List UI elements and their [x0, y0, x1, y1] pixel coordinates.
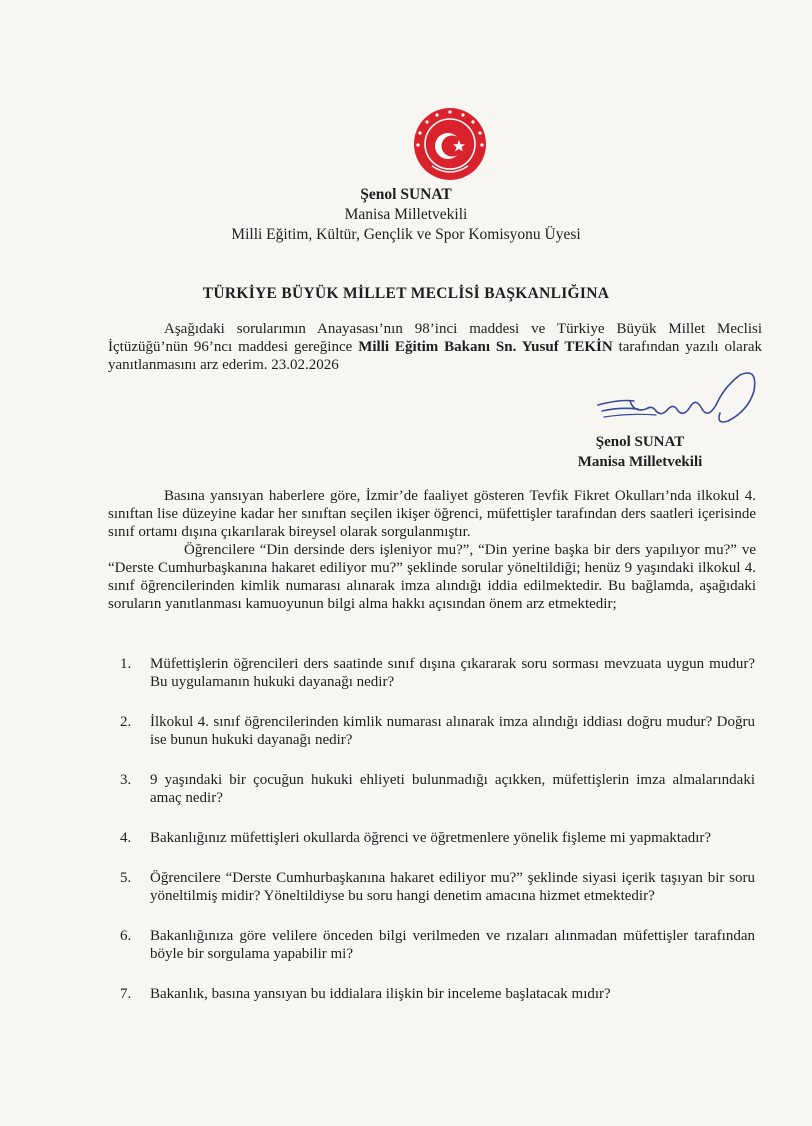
question-item	[120, 655, 755, 691]
question-text: Bakanlığınız müfettişleri okullarda öğrenci ve öğretmenlere yönelik fişleme mi yapmaktadır?	[150, 830, 712, 846]
committee-title: Milli Eğitim, Kültür, Gençlik ve Spor Komisyonu Üyesi	[231, 226, 581, 243]
minister-name: Milli Eğitim Bakanı Sn. Yusuf TEKİN	[358, 339, 613, 355]
question-item	[120, 869, 755, 905]
question-number: 7.	[120, 986, 132, 1002]
body-paragraph-1	[108, 487, 756, 541]
addressee-heading: TÜRKİYE BÜYÜK MİLLET MECLİSİ BAŞKANLIĞINA	[202, 285, 610, 302]
question-number: 2.	[120, 714, 132, 730]
question-item	[120, 771, 755, 807]
question-number: 4.	[120, 830, 132, 846]
mp-name: Şenol SUNAT	[360, 186, 452, 203]
intro-text-1: Aşağıdaki sorularımın Anayasası’nın 98’inci maddesi ve Türkiye Büyük Millet Meclisi İçtüzüğü’nün 96’ncı maddesi gereğince	[108, 321, 762, 355]
question-item	[120, 713, 755, 749]
intro-text-2: tarafından yazılı olarak yanıtlanmasını arz ederim. 23.02.2026	[108, 339, 762, 373]
body-text-1: Basına yansıyan haberlere göre, İzmir’de faaliyet gösteren Tevfik Fikret Okulları’nda ilkokul 4. sınıftan lise düzeyine kadar her sınıftan seçilen ikişer öğrenci, müfettişler tarafından ders saatleri içerisinde sınıf ortamı dışına çıkarılarak bireysel olarak sorgulanmıştır.	[108, 488, 756, 540]
question-number: 1.	[120, 656, 132, 672]
question-list	[120, 655, 755, 1025]
tbmm-emblem-logo	[412, 106, 488, 182]
question-number: 6.	[120, 928, 132, 944]
question-text: Bakanlığınıza göre velilere önceden bilgi verilmeden ve rızaları alınmadan müfettişler tarafından böyle bir sorgulama yapabilir mi?	[150, 928, 755, 962]
signer-name: Şenol SUNAT	[595, 434, 685, 450]
question-text: İlkokul 4. sınıf öğrencilerinden kimlik numarası alınarak imza alındığı iddiası doğru mudur? Doğru ise bunun hukuki dayanağı nedir?	[150, 714, 755, 748]
question-item	[120, 985, 755, 1003]
question-number: 3.	[120, 772, 132, 788]
signer-role: Manisa Milletvekili	[577, 454, 703, 470]
question-text: Öğrencilere “Derste Cumhurbaşkanına hakaret ediliyor mu?” şeklinde siyasi içerik taşıyan bir soru yöneltilmiş midir? Yöneltildiyse bu soru hangi denetim amacına hizmet etmektedir?	[150, 870, 755, 904]
question-text: 9 yaşındaki bir çocuğun hukuki ehliyeti bulunmadığı açıkken, müfettişlerin imza almalarındaki amaç nedir?	[150, 772, 755, 806]
body-text-2: Öğrencilere “Din dersinde ders işleniyor mu?”, “Din yerine başka bir ders yapılıyor mu?” ve “Derste Cumhurbaşkanına hakaret ediliyor mu?” şeklinde sorular yöneltildiği; henüz 9 yaşındaki ilkokul 4. sınıf öğrencilerinden kimlik numarası alınarak imza alındığı iddia edilmektedir. Bu bağlamda, aşağıdaki soruların yanıtlanması kamuoyunun bilgi alma hakkı açısından önem arz etmektedir;	[108, 542, 756, 612]
question-number: 5.	[120, 870, 132, 886]
question-item	[120, 927, 755, 963]
handwritten-signature	[590, 365, 770, 435]
question-text: Müfettişlerin öğrencileri ders saatinde sınıf dışına çıkararak soru sorması mevzuata uygun mudur? Bu uygulamanın hukuki dayanağı nedir?	[150, 656, 755, 690]
body-paragraph-2	[108, 541, 756, 613]
mp-role: Manisa Milletvekili	[344, 206, 468, 223]
question-item	[120, 829, 755, 847]
question-text: Bakanlık, basına yansıyan bu iddialara ilişkin bir inceleme başlatacak mıdır?	[150, 986, 611, 1002]
